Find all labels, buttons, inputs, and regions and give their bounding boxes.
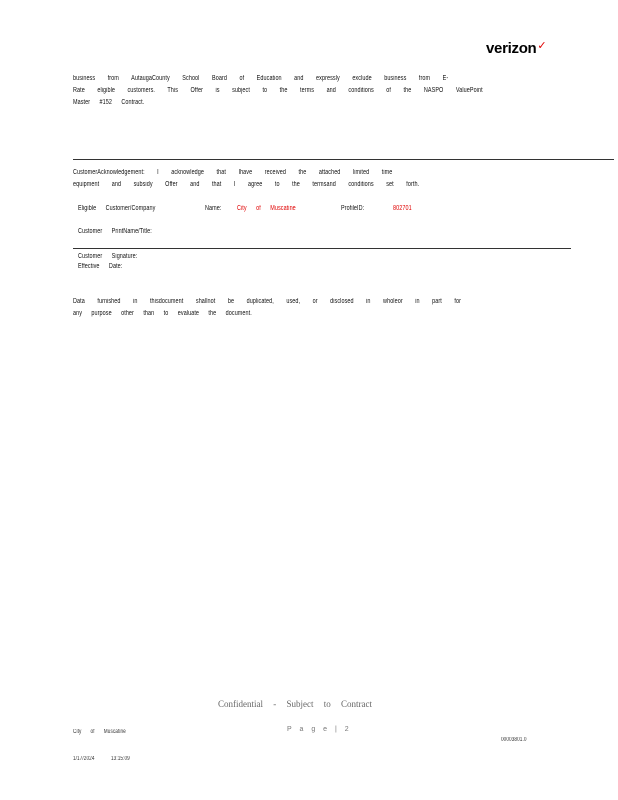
name-value: City of Muscatine xyxy=(237,205,296,212)
disclaimer-line-1: Data furnished in thisdocument shallnot be duplicated, used, or disclosed in wholeor in part for xyxy=(73,298,462,305)
signature-divider xyxy=(73,248,571,249)
profile-id-label: ProfileID: xyxy=(341,205,365,212)
intro-line-3: Master #152 Contract. xyxy=(73,99,145,106)
intro-line-2: Rate eligible customers. This Offer is subject to the terms and conditions of the NASPO ValuePoint xyxy=(73,87,483,94)
logo-text: verizon xyxy=(486,40,537,57)
name-label: Name: xyxy=(205,205,222,212)
ack-line-2: equipment and subsidy Offer and that I agree to the termsand conditions set forth. xyxy=(73,181,420,188)
verizon-logo xyxy=(486,40,545,57)
ack-line-1: CustomerAcknowledgement: I acknowledge that Ihave received the attached limited time xyxy=(73,169,393,176)
footer-date: 1/17/2024 xyxy=(73,756,95,762)
intro-line-1: business from AutaugaCounty School Board of Education and expressly exclude business from E- xyxy=(73,75,449,82)
effective-date-label: Effective Date: xyxy=(78,263,123,270)
section-divider xyxy=(73,159,614,160)
checkmark-icon: ✓ xyxy=(537,40,547,52)
eligible-company-label: Eligible Customer/Company xyxy=(78,205,156,212)
signature-label: Customer Signature: xyxy=(78,253,138,260)
footer-time: 13:15:09 xyxy=(111,756,130,762)
footer-customer: City of Muscatine xyxy=(73,729,126,735)
confidential-notice: Confidential - Subject to Contract xyxy=(218,699,372,709)
document-id: 00003801.0 xyxy=(501,737,527,743)
disclaimer-line-2: any purpose other than to evaluate the document. xyxy=(73,310,252,317)
print-name-label: Customer PrintName/Title: xyxy=(78,228,152,235)
page-number: P a g e | 2 xyxy=(287,726,352,733)
profile-id-value: 802701 xyxy=(393,205,412,212)
